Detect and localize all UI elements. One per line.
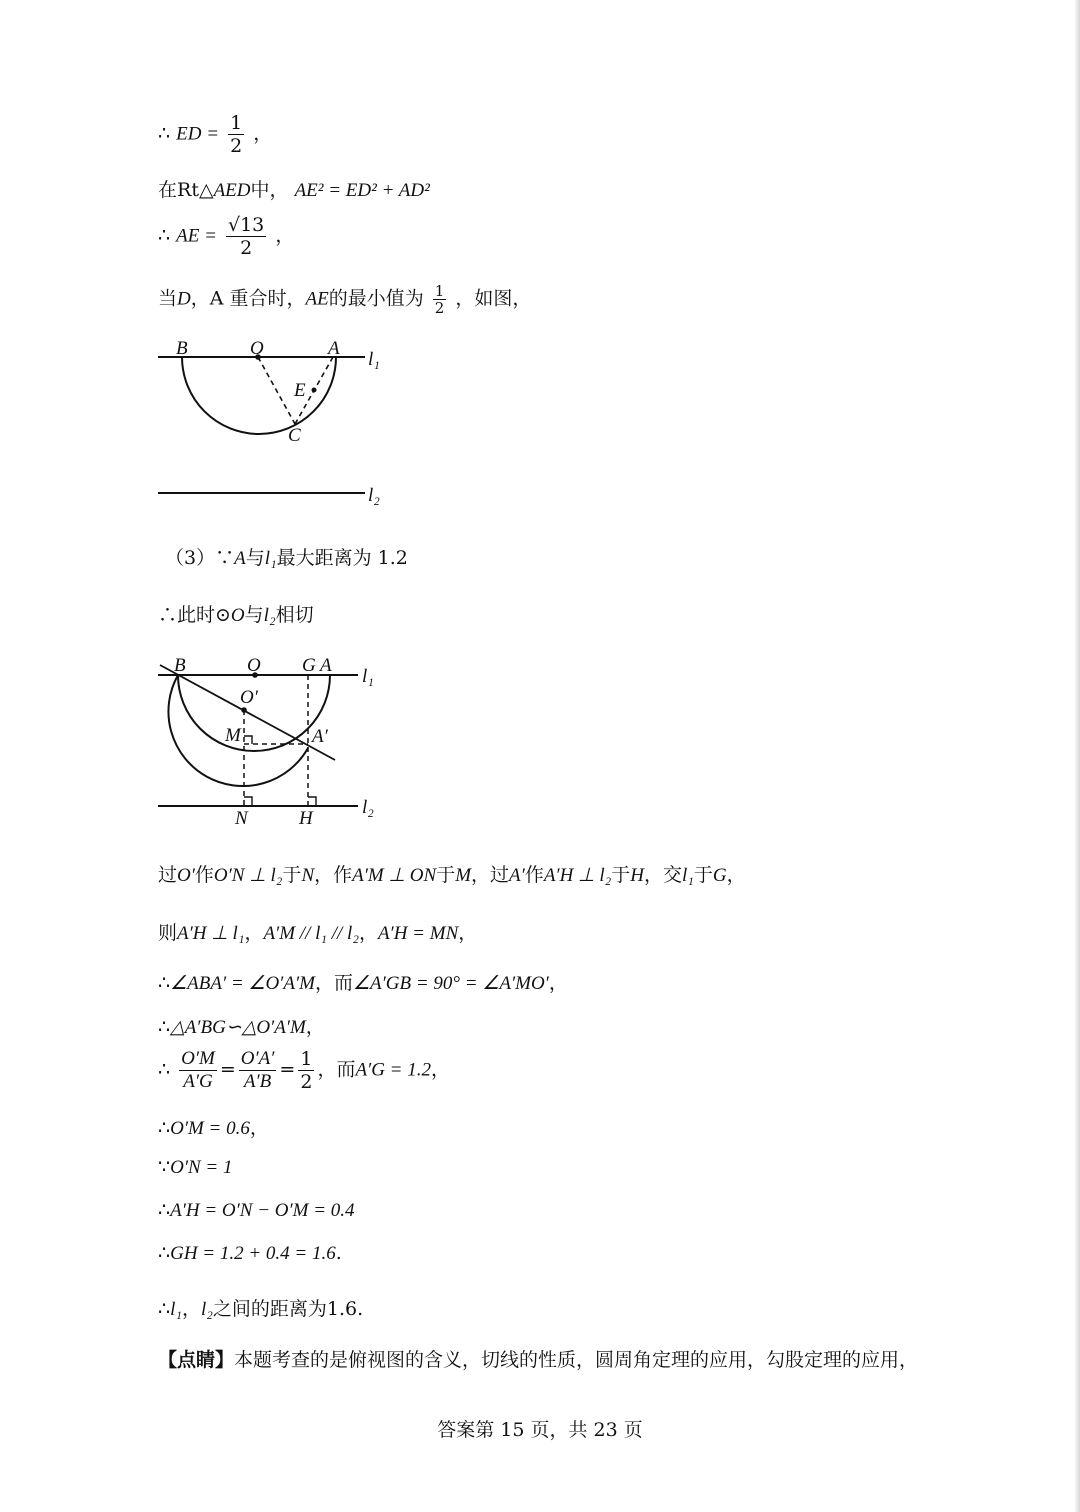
fraction: $\frac{O'M}{A'G}$	[181, 1048, 215, 1092]
page-edge-shadow	[1074, 0, 1080, 1512]
fraction: $\frac{1}{2}$	[230, 112, 243, 157]
label-l2: l₂	[368, 485, 380, 506]
semicircle-arc	[182, 357, 336, 434]
point-e	[312, 388, 317, 393]
step-ae-value: ∴ AE = $\frac{√13}{2}$ ，	[158, 214, 295, 259]
figure-semicircle-2	[140, 648, 400, 833]
step-similar: ∴△A′BG∽△O′A′M，	[158, 1016, 325, 1038]
label-b: B	[174, 655, 186, 676]
right-angle-h	[308, 797, 316, 805]
label-a-prime: A′	[312, 726, 328, 747]
label-m: M	[225, 725, 241, 746]
step-ratio: ∴ $\frac{O'M}{A'G}$ = $\frac{O'A'}{A'B}$ = $\frac{1}{2}$ ，而A′G = 1.2，	[158, 1048, 451, 1093]
step-ah-value: ∴A′H = O′N − O′M = 0.4	[158, 1199, 355, 1221]
step-parallel: 则A′H ⊥ l₁，A′M // l₁ // l₂，A′H = MN，	[158, 922, 478, 944]
step-min-value: 当D，A 重合时，AE的最小值为 $\frac{1}{2}$ ，如图，	[158, 282, 532, 317]
label-n: N	[235, 808, 248, 829]
fraction: $\frac{1}{2}$	[434, 282, 445, 317]
label-o-prime: O′	[240, 687, 258, 708]
comment-note	[158, 1345, 918, 1372]
fraction: $\frac{√13}{2}$	[227, 214, 265, 259]
step-gh-value: ∴GH = 1.2 + 0.4 = 1.6.	[158, 1242, 342, 1264]
label-l1: l₁	[362, 666, 374, 687]
step-construction: 过O′作O′N ⊥ l₂于N，作A′M ⊥ ON于M，过A′作A′H ⊥ l₂于H，交l₁于G，	[158, 864, 746, 886]
step-ed-value: ∴ ED = $\frac{1}{2}$ ，	[158, 112, 273, 157]
step-pythagoras: 在Rt△AED中， AE² = ED² + AD²	[158, 179, 430, 201]
figure-semicircle-1	[140, 330, 400, 515]
fraction: $\frac{O'A'}{A'B}$	[240, 1048, 275, 1092]
label-e: E	[294, 380, 306, 401]
comment-tag: 【点睛】	[158, 1349, 235, 1371]
label-o: O	[250, 338, 264, 359]
step-angles: ∴∠ABA′ = ∠O′A′M，而∠A′GB = 90° = ∠A′MO′，	[158, 972, 568, 994]
label-o: O	[247, 655, 261, 676]
label-h: H	[299, 808, 313, 829]
step-part3-distance: （3）∵A与l₁最大距离为 1.2	[165, 547, 408, 569]
right-angle-n	[244, 797, 252, 805]
page-footer: 答案第 15 页，共 23 页	[437, 1419, 643, 1441]
label-b: B	[176, 338, 188, 359]
label-g: G	[302, 655, 316, 676]
step-om-value: ∴O′M = 0.6，	[158, 1117, 269, 1139]
right-angle-m	[244, 736, 252, 744]
label-a: A	[328, 338, 340, 359]
step-on-value: ∵O′N = 1	[158, 1156, 233, 1178]
fraction: $\frac{1}{2}$	[300, 1048, 313, 1093]
comment-text: 本题考查的是俯视图的含义，切线的性质，圆周角定理的应用，勾股定理的应用，	[234, 1349, 919, 1371]
step-conclusion: ∴l₁，l₂之间的距离为1.6.	[158, 1298, 364, 1320]
step-tangent: ∴此时⊙O与l₂相切	[158, 604, 314, 626]
point-o-prime	[241, 707, 247, 713]
label-l2: l₂	[362, 797, 374, 818]
label-l1: l₁	[368, 349, 380, 370]
segment-oc	[258, 357, 295, 424]
label-c: C	[288, 425, 301, 446]
label-a: A	[320, 655, 332, 676]
